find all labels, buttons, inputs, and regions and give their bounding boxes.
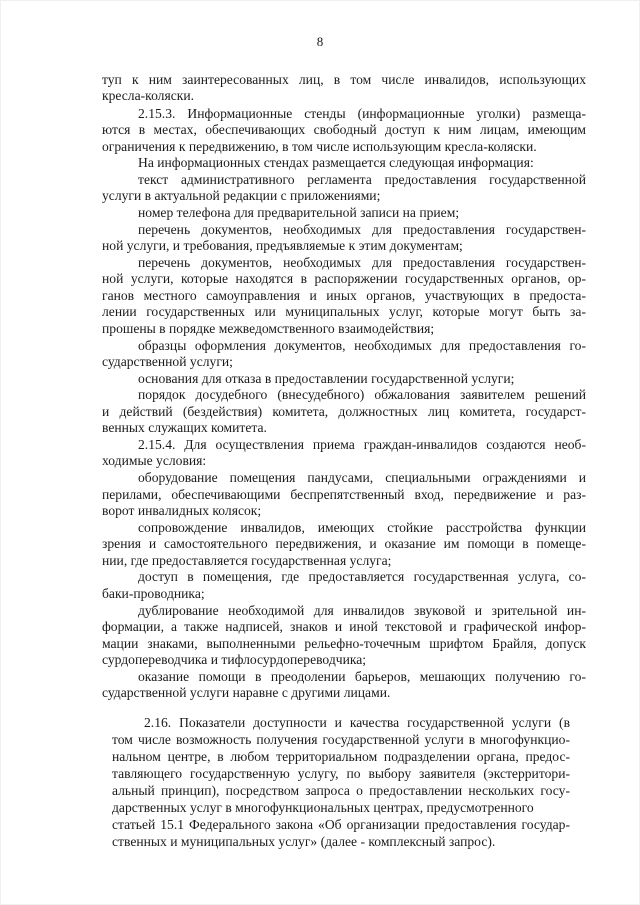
text-line: На информационных стендах размещается следующая информация: bbox=[138, 155, 534, 170]
text-line: ственных и муниципальных услуг» (далее - комплексный запрос). bbox=[112, 834, 496, 849]
text-line: том числе возможность получения государственной услуги в многофункцио- bbox=[112, 732, 570, 747]
text-line: ной услуги, и требования, предъявляемые к этим документам; bbox=[102, 238, 463, 253]
text-line: ной услуги, которые находятся в распоряжении государственных органов, ор- bbox=[102, 271, 586, 286]
text-line: зрения и самостоятельного передвижения, и оказание им помощи в помеще- bbox=[102, 536, 586, 551]
page-number: 8 bbox=[316, 34, 324, 49]
text-line: перилами, обеспечивающими беспрепятственный вход, передвижение и раз- bbox=[102, 487, 586, 502]
text-line: сурдопереводчика и тифлосурдопереводчика; bbox=[102, 652, 367, 667]
text-line: оказание помощи в преодолении барьеров, мешающих получению го- bbox=[138, 669, 586, 684]
text-line: перечень документов, необходимых для предоставления государствен- bbox=[138, 222, 586, 237]
text-line: сопровождение инвалидов, имеющих стойкие расстройства функции bbox=[138, 520, 586, 535]
text-line: текст административного регламента предоставления государственной bbox=[138, 172, 586, 187]
text-line: статьей 15.1 Федерального закона «Об организации предоставления государ- bbox=[112, 817, 570, 832]
text-line: ганов местного самоуправления и иных органов, участвующих в предоста- bbox=[102, 288, 586, 303]
text-line: порядок досудебного (внесудебного) обжалования заявителем решений bbox=[138, 387, 586, 402]
text-line: прошены в порядке межведомственного взаимодействия; bbox=[102, 321, 435, 336]
text-line: тавляющего государственную услугу, по выбору заявителя (экстерритори- bbox=[112, 766, 570, 781]
text-line: основания для отказа в предоставлении государственной услуги; bbox=[138, 371, 515, 386]
text-line: оборудование помещения пандусами, специальными ограждениями и bbox=[138, 470, 586, 485]
text-line: нии, где предоставляется государственная услуга; bbox=[102, 553, 392, 568]
text-line: баки-проводника; bbox=[102, 586, 205, 601]
text-line: услуги в актуальной редакции с приложениями; bbox=[102, 188, 381, 203]
text-line: туп к ним заинтересованных лиц, в том числе инвалидов, использующих bbox=[102, 72, 586, 87]
text-line: ются в местах, обеспечивающих свободный доступ к ним лицам, имеющим bbox=[102, 122, 586, 137]
text-line: ворот инвалидных колясок; bbox=[102, 503, 262, 518]
text-line: 2.15.3. Информационные стенды (информационные уголки) размеща- bbox=[138, 106, 586, 121]
text-line: и действий (бездействия) комитета, должностных лиц комитета, государст- bbox=[102, 404, 586, 419]
text-line: ходимые условия: bbox=[102, 453, 207, 468]
text-line: сударственной услуги; bbox=[102, 354, 233, 369]
text-line: сударственной услуги наравне с другими лицами. bbox=[102, 685, 391, 700]
text-line: ограничения к передвижению, в том числе использующим кресла-коляски. bbox=[102, 139, 537, 154]
text-line: образцы оформления документов, необходимых для предоставления го- bbox=[138, 338, 586, 353]
text-line: нальном центре, в любом территориальном подразделении органа, предос- bbox=[112, 749, 570, 764]
text-line: формации, а также надписей, знаков и иной текстовой и графической инфор- bbox=[102, 619, 586, 634]
text-line: кресла-коляски. bbox=[102, 88, 195, 103]
text-line: дарственных услуг в многофункциональных центрах, предусмотренного bbox=[112, 800, 534, 815]
text-line: венных служащих комитета. bbox=[102, 420, 267, 435]
text-line: 2.15.4. Для осуществления приема граждан-инвалидов создаются необ- bbox=[138, 437, 586, 452]
text-line: лении государственных или муниципальных услуг, которые могут быть за- bbox=[102, 304, 586, 319]
text-line: мации знаками, выполненными рельефно-точечным шрифтом Брайля, допуск bbox=[102, 636, 586, 651]
text-line: номер телефона для предварительной записи на прием; bbox=[138, 205, 460, 220]
text-line: 2.16. Показатели доступности и качества государственной услуги (в bbox=[144, 715, 570, 730]
text-line: доступ в помещения, где предоставляется государственная услуга, со- bbox=[138, 569, 586, 584]
text-line: альный принцип), посредством запроса о предоставлении нескольких госу- bbox=[112, 783, 570, 798]
text-line: дублирование необходимой для инвалидов звуковой и зрительной ин- bbox=[138, 603, 586, 618]
text-line: перечень документов, необходимых для предоставления государствен- bbox=[138, 255, 586, 270]
